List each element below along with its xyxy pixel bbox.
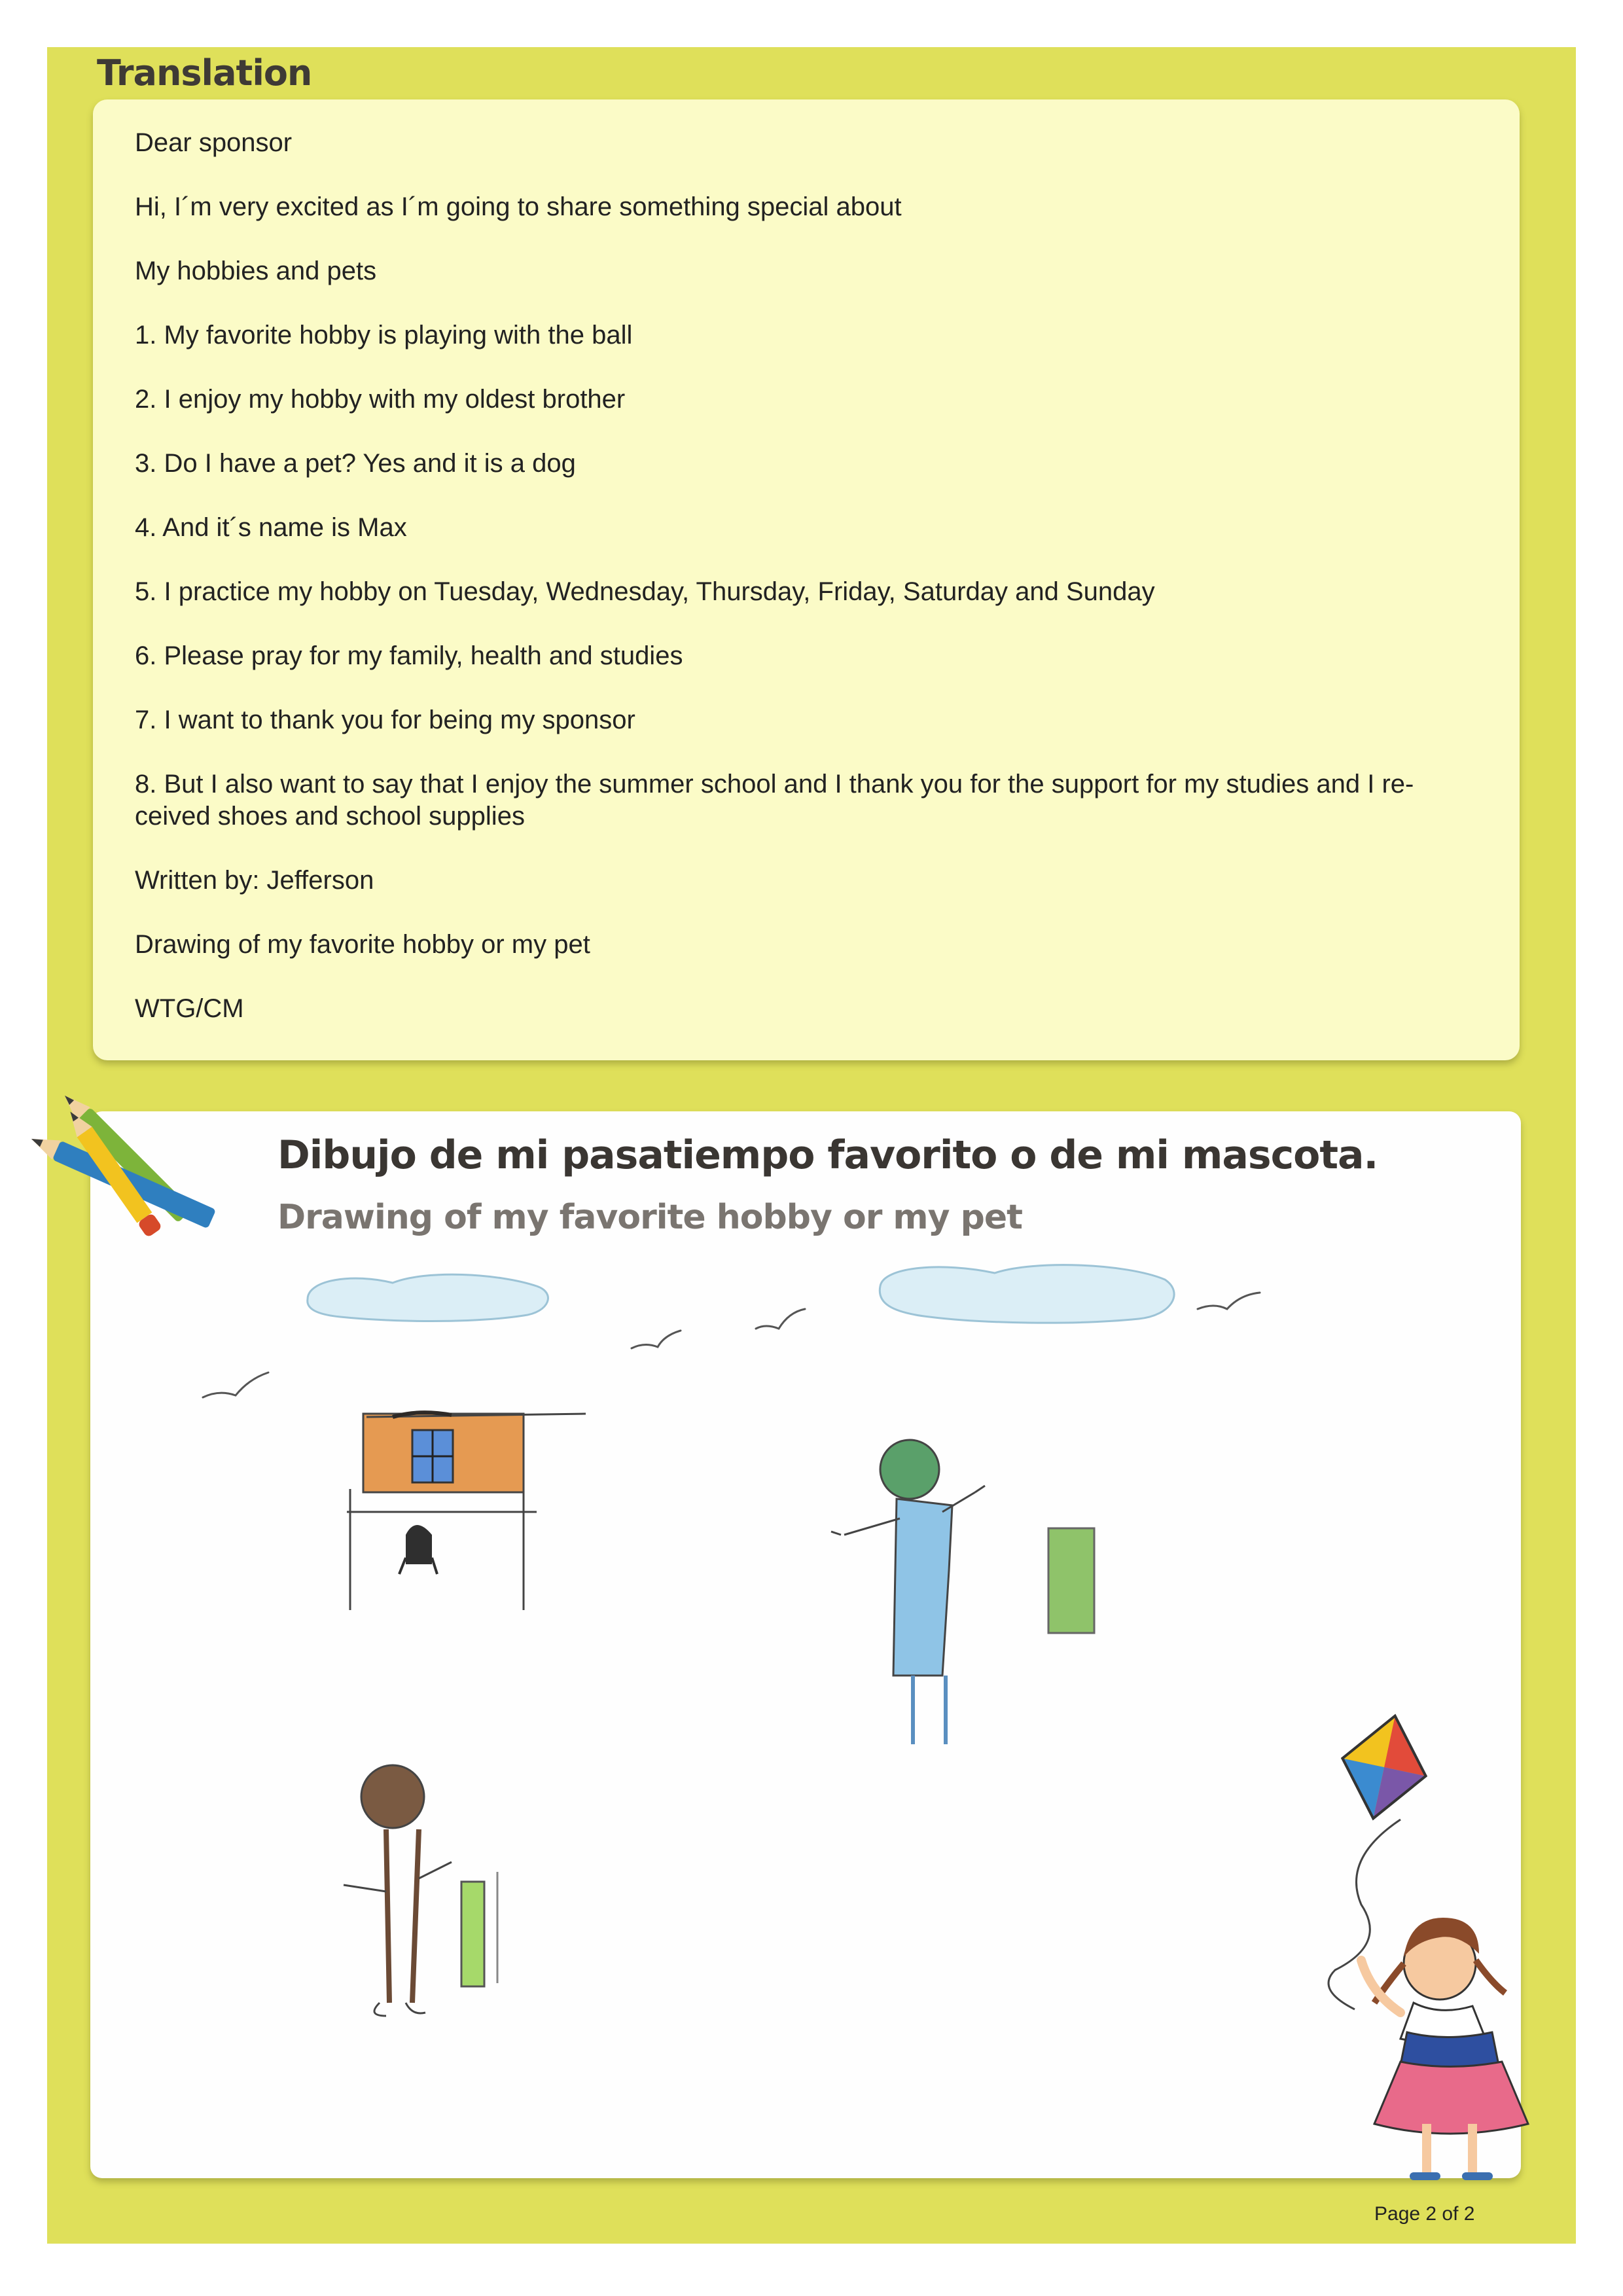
pencils-icon	[27, 1088, 216, 1238]
translation-code: WTG/CM	[135, 994, 244, 1023]
translation-line-8: 8. But I also want to say that I enjoy the summer school and I thank you for the support for my studies and I re- ceived shoes and school supplies	[135, 770, 1414, 831]
translation-heading: Translation	[97, 52, 312, 94]
translation-line-6: 6. Please pray for my family, health and studies	[135, 641, 683, 670]
child-figure-brown	[344, 1765, 497, 2016]
translation-drawing-caption: Drawing of my favorite hobby or my pet	[135, 930, 590, 959]
translation-line-2: 2. I enjoy my hobby with my oldest brother	[135, 385, 626, 414]
cloud-left	[308, 1274, 548, 1321]
translation-line-5: 5. I practice my hobby on Tuesday, Wednesday, Thursday, Friday, Saturday and Sunday	[135, 577, 1155, 606]
page-number: Page 2 of 2	[1374, 2203, 1475, 2225]
translation-line-7: 7. I want to thank you for being my sponsor	[135, 706, 635, 734]
translation-line-salutation: Dear sponsor	[135, 128, 293, 157]
translation-line-3: 3. Do I have a pet? Yes and it is a dog	[135, 449, 576, 478]
drawing-title-english: Drawing of my favorite hobby or my pet	[277, 1198, 1022, 1237]
translation-line-4: 4. And it´s name is Max	[135, 513, 407, 542]
cloud-right	[880, 1265, 1174, 1323]
translation-line-topic: My hobbies and pets	[135, 257, 377, 285]
house-drawing	[347, 1412, 586, 1610]
drawing-title-spanish: Dibujo de mi pasatiempo favorito o de mi mascota.	[277, 1132, 1378, 1178]
child-figure-blue	[831, 1440, 1094, 1744]
translation-line-intro: Hi, I´m very excited as I´m going to share something special about	[135, 192, 902, 221]
translation-line-1: 1. My favorite hobby is playing with the ball	[135, 321, 633, 350]
kite-girl-illustration	[1329, 1707, 1528, 2176]
translation-signature: Written by: Jefferson	[135, 866, 374, 895]
